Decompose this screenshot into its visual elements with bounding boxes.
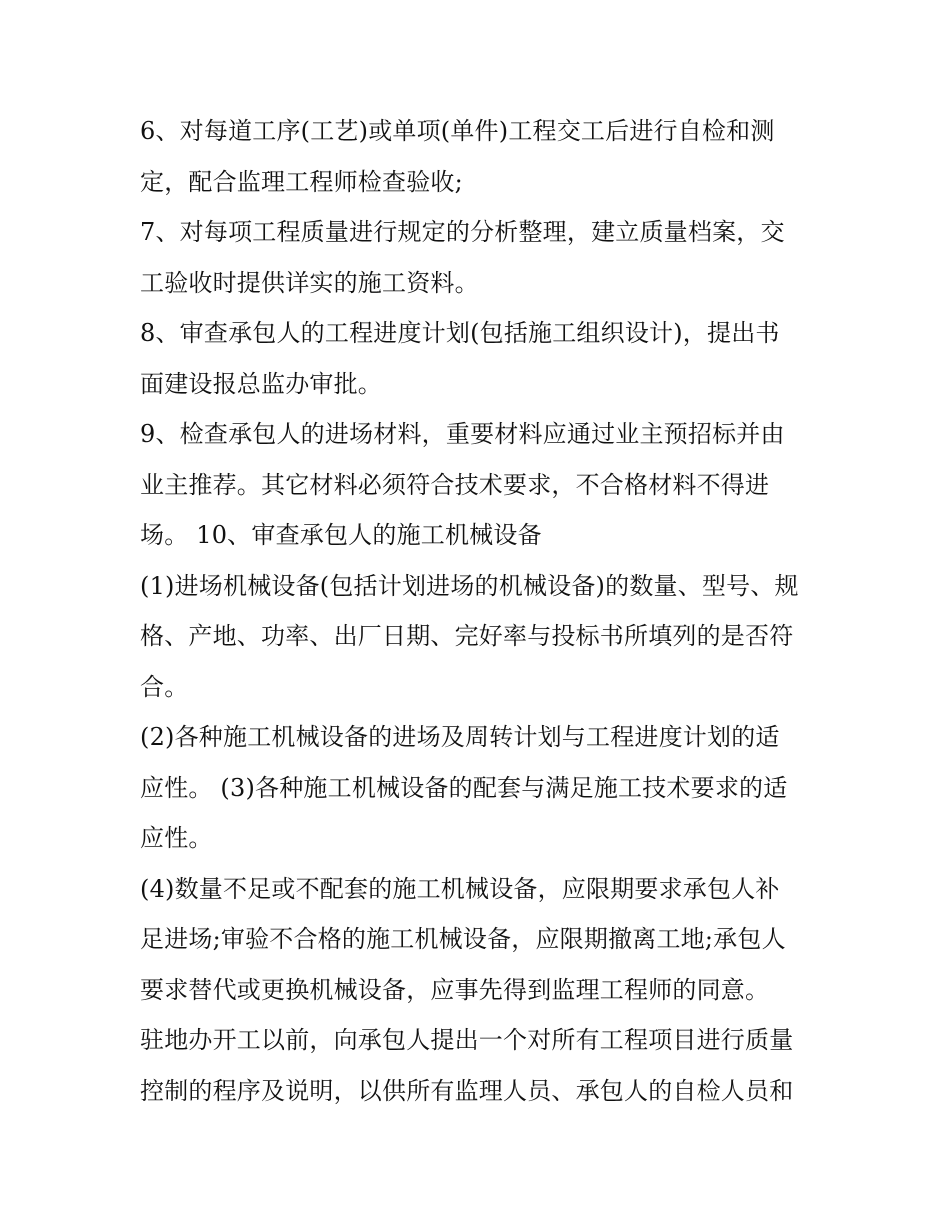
text-line: 应性。 (3)各种施工机械设备的配套与满足施工技术要求的适: [140, 773, 788, 802]
text-line: 定，配合监理工程师检查验收;: [140, 167, 463, 196]
text-line: (1)进场机械设备(包括计划进场的机械设备)的数量、型号、规: [140, 571, 799, 600]
text-line: 工验收时提供详实的施工资料。: [140, 268, 479, 297]
text-line: 控制的程序及说明，以供所有监理人员、承包人的自检人员和: [140, 1076, 794, 1105]
text-line: 要求替代或更换机械设备，应事先得到监理工程师的同意。: [140, 975, 770, 1004]
text-line: 合。: [140, 672, 189, 701]
text-line: 9、检查承包人的进场材料，重要材料应通过业主预招标并由: [140, 420, 785, 448]
text-line: 足进场;审验不合格的施工机械设备，应限期撤离工地;承包人: [140, 925, 786, 953]
text-line: 业主推荐。其它材料必须符合技术要求，不合格材料不得进: [140, 470, 770, 499]
text-line: (4)数量不足或不配套的施工机械设备，应限期要求承包人补: [140, 874, 780, 903]
text-line: 6、对每道工序(工艺)或单项(单件)工程交工后进行自检和测: [140, 117, 775, 145]
text-line: 8、审查承包人的工程进度计划(包括施工组织设计)，提出书: [140, 319, 780, 347]
text-line: 应性。: [140, 824, 213, 852]
text-line: 场。 10、审查承包人的施工机械设备: [140, 521, 542, 549]
text-line: 格、产地、功率、出厂日期、完好率与投标书所填列的是否符: [140, 622, 794, 650]
document-body: [140, 106, 820, 1116]
text-line: 7、对每项工程质量进行规定的分析整理，建立质量档案，交: [140, 218, 785, 246]
text-line: (2)各种施工机械设备的进场及周转计划与工程进度计划的适: [140, 723, 780, 751]
text-line: 面建设报总监办审批。: [140, 369, 382, 398]
text-line: 驻地办开工以前，向承包人提出一个对所有工程项目进行质量: [140, 1026, 794, 1054]
